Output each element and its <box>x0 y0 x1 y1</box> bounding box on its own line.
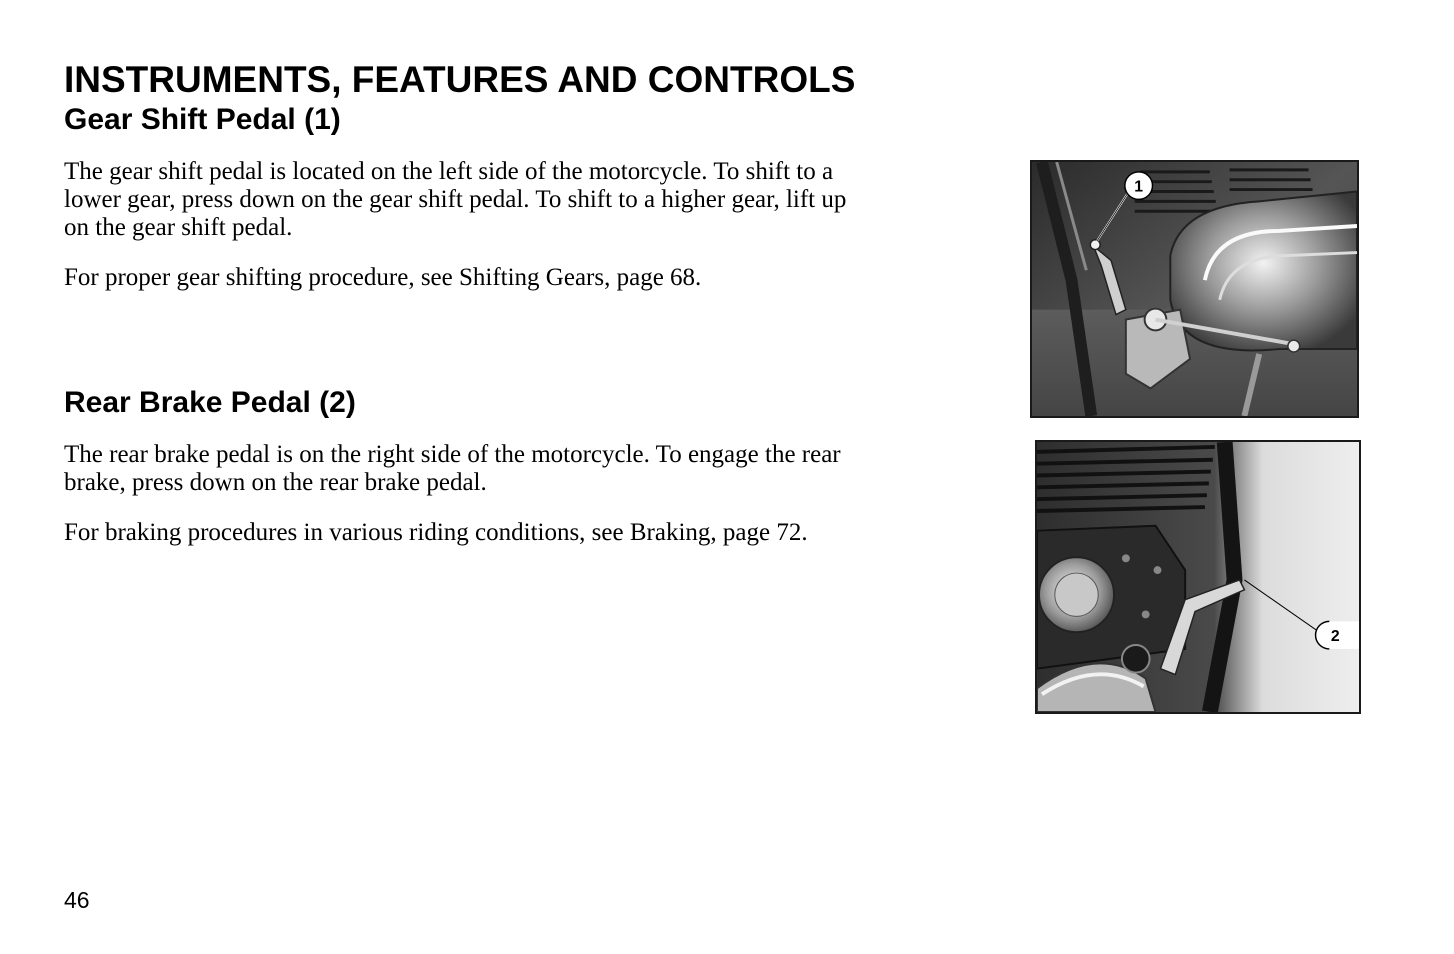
callout-2-label: 2 <box>1330 628 1340 646</box>
rear-brake-paragraph-1: The rear brake pedal is on the right side of the motorcycle. To engage the rear brake, press down on the rear brake pedal. <box>64 441 841 496</box>
section-heading-rear-brake: Rear Brake Pedal (2) <box>64 386 356 419</box>
page-number: 46 <box>64 887 90 913</box>
gear-shift-paragraph-2: For proper gear shifting procedure, see Shifting Gears, page 68. <box>64 264 702 291</box>
chapter-title: INSTRUMENTS, FEATURES AND CONTROLS <box>64 59 856 100</box>
rear-brake-paragraph-2: For braking procedures in various riding conditions, see Braking, page 72. <box>64 519 808 546</box>
section-heading-gear-shift: Gear Shift Pedal (1) <box>64 103 341 136</box>
rear-brake-pedal-photo <box>1035 440 1361 714</box>
gear-shift-paragraph-1: The gear shift pedal is located on the left side of the motorcycle. To shift to a lower gear, press down on the gear shift pedal. To shift to a higher gear, lift up on the gear shift pedal. <box>64 158 847 241</box>
gear-shift-pedal-photo <box>1030 160 1359 418</box>
callout-1-label: 1 <box>1134 178 1144 196</box>
